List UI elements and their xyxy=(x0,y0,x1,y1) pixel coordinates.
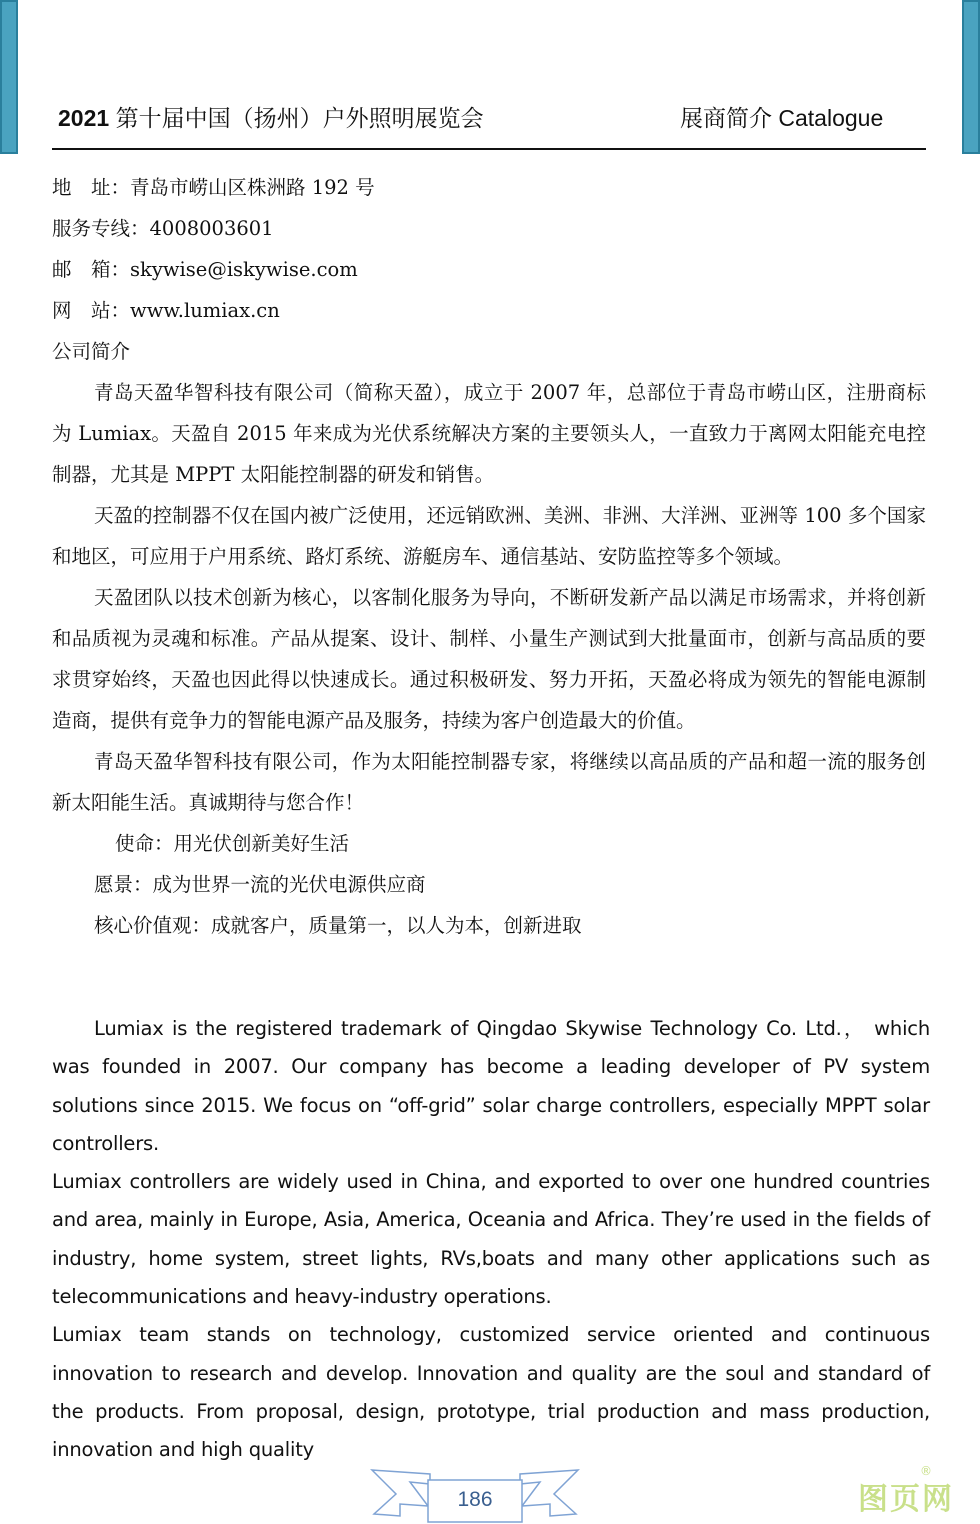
header-title xyxy=(58,100,484,133)
watermark-text: 图页网 xyxy=(858,1482,954,1517)
section-title: 公司简介 xyxy=(52,340,131,363)
watermark-logo xyxy=(858,1464,954,1518)
right-edge-tab xyxy=(962,0,980,154)
cn-paragraph: 天盈团队以技术创新为核心，以客制化服务为导向，不断研发新产品以满足市场需求，并将创新和品质视为灵魂和标准。产品从提案、设计、制样、小量生产测试到大批量面市，创新与高品质的要求贯穿始终，天盈也因此得以快速成长。通过积极研发、努力开拓，天盈必将成为领先的智能电源制造商，提供有竞争力的智能电源产品及服务，持续为客户创造最大的价值。 xyxy=(52,586,926,732)
hotline: 服务专线：4008003601 xyxy=(52,217,274,240)
en-paragraph: Lumiax controllers are widely used in China, and exported to over one hundred countries and area, mainly in Europe, Asia, America, Oceania and Africa. They’re used in the fields of industry, home system, street lights, RVs,boats and many other applications such as telecommunications and heavy-industry operations. xyxy=(52,1170,930,1309)
cn-paragraph: 青岛天盈华智科技有限公司，作为太阳能控制器专家，将继续以高品质的产品和超一流的服务创新太阳能生活。真诚期待与您合作！ xyxy=(52,750,926,814)
header-year: 2021 xyxy=(58,105,110,131)
english-section xyxy=(52,1010,930,1470)
core-values: 核心价值观：成就客户，质量第一，以人为本，创新进取 xyxy=(94,914,582,937)
header-section: 展商简介 Catalogue xyxy=(680,105,884,131)
header-rule xyxy=(52,148,926,150)
en-paragraph: Lumiax team stands on technology, customized service oriented and continuous innovation to research and develop. Innovation and quality are the soul and standard of the products. From proposal, design, prototype, trial production and mass production, innovation and high quality xyxy=(52,1323,930,1462)
chinese-section xyxy=(52,167,926,946)
page-number: 186 xyxy=(457,1488,493,1511)
left-edge-tab xyxy=(0,0,18,154)
cn-paragraph: 青岛天盈华智科技有限公司（简称天盈），成立于 2007 年，总部位于青岛市崂山区，注册商标为 Lumiax。天盈自 2015 年来成为光伏系统解决方案的主要领头人，一直致力于离网太阳能充电控制器，尤其是 MPPT 太阳能控制器的研发和销售。 xyxy=(52,381,926,486)
mission: 使命：用光伏创新美好生活 xyxy=(115,832,350,855)
vision: 愿景：成为世界一流的光伏电源供应商 xyxy=(94,873,426,896)
registered-mark: ® xyxy=(920,1464,934,1478)
email[interactable]: 邮 箱：skywise@iskywise.com xyxy=(52,258,358,281)
website[interactable]: 网 站：www.lumiax.cn xyxy=(52,299,280,322)
address: 地 址：青岛市崂山区株洲路 192 号 xyxy=(52,176,375,199)
header-event: 第十届中国（扬州）户外照明展览会 xyxy=(115,105,484,131)
en-paragraph: Lumiax is the registered trademark of Qingdao Skywise Technology Co. Ltd.， which was founded in 2007. Our company has become a leading developer of PV system solutions since 2015. We focus on “off-grid” solar charge controllers, especially MPPT solar controllers. xyxy=(52,1017,930,1155)
cn-paragraph: 天盈的控制器不仅在国内被广泛使用，还远销欧洲、美洲、非洲、大洋洲、亚洲等 100 多个国家和地区，可应用于户用系统、路灯系统、游艇房车、通信基站、安防监控等多个领域。 xyxy=(52,504,926,568)
